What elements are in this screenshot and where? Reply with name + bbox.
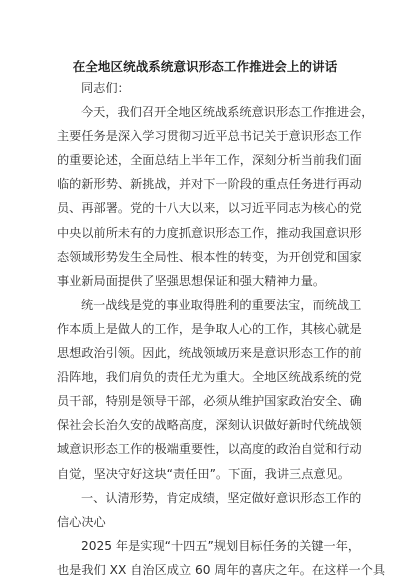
body-line: 域意识形态工作的极端重要性，以高度的政治自觉和行动 xyxy=(57,442,362,457)
body-line: 沿阵地，我们肩负的责任尤为重大。全地区统战系统的党 xyxy=(57,370,362,385)
body-line: 保社会长治久安的战略高度，深刻认识做好新时代统战领 xyxy=(57,418,362,433)
body-line: 作本质上是做人的工作，是争取人心的工作，其核心就是 xyxy=(57,321,362,336)
body-line: 思想政治引领。因此，统战领域历来是意识形态工作的前 xyxy=(57,346,362,361)
body-line: 统一战线是党的事业取得胜利的重要法宝，而统战工 xyxy=(81,297,362,312)
body-line: 2025 年是实现“十四五”规划目标任务的关键一年， xyxy=(81,538,361,553)
body-line: 自觉，坚决守好这块“责任田”。下面，我讲三点意见。 xyxy=(57,466,350,481)
body-line: 信心决心 xyxy=(57,514,106,529)
document-title: 在全地区统战系统意识形态工作推进会上的讲话 xyxy=(72,59,338,74)
body-line: 员、再部署。党的十八大以来，以习近平同志为核心的党 xyxy=(57,201,362,216)
body-line: 一、认清形势，肯定成绩，坚定做好意识形态工作的 xyxy=(81,490,362,505)
document-body xyxy=(57,76,386,582)
body-line: 临的新形势、新挑战，并对下一阶段的重点任务进行再动 xyxy=(57,177,362,192)
body-line: 今天，我们召开全地区统战系统意识形态工作推进会， xyxy=(81,105,374,120)
body-line: 也是我们 XX 自治区成立 60 周年的喜庆之年。在这样一个具 xyxy=(57,562,386,577)
body-line: 同志们： xyxy=(81,81,130,95)
body-line: 态领域形势发生全局性、根本性的转变，为开创党和国家 xyxy=(57,249,362,264)
body-line: 的重要论述，全面总结上半年工作，深刻分析当前我们面 xyxy=(57,153,362,168)
body-line: 中央以前所未有的力度抓意识形态工作，推动我国意识形 xyxy=(57,225,362,240)
body-line: 员干部，特别是领导干部，必须从维护国家政治安全、确 xyxy=(57,394,362,409)
body-line: 主要任务是深入学习贯彻习近平总书记关于意识形态工作 xyxy=(57,129,362,144)
body-line: 事业新局面提供了坚强思想保证和强大精神力量。 xyxy=(57,273,326,288)
